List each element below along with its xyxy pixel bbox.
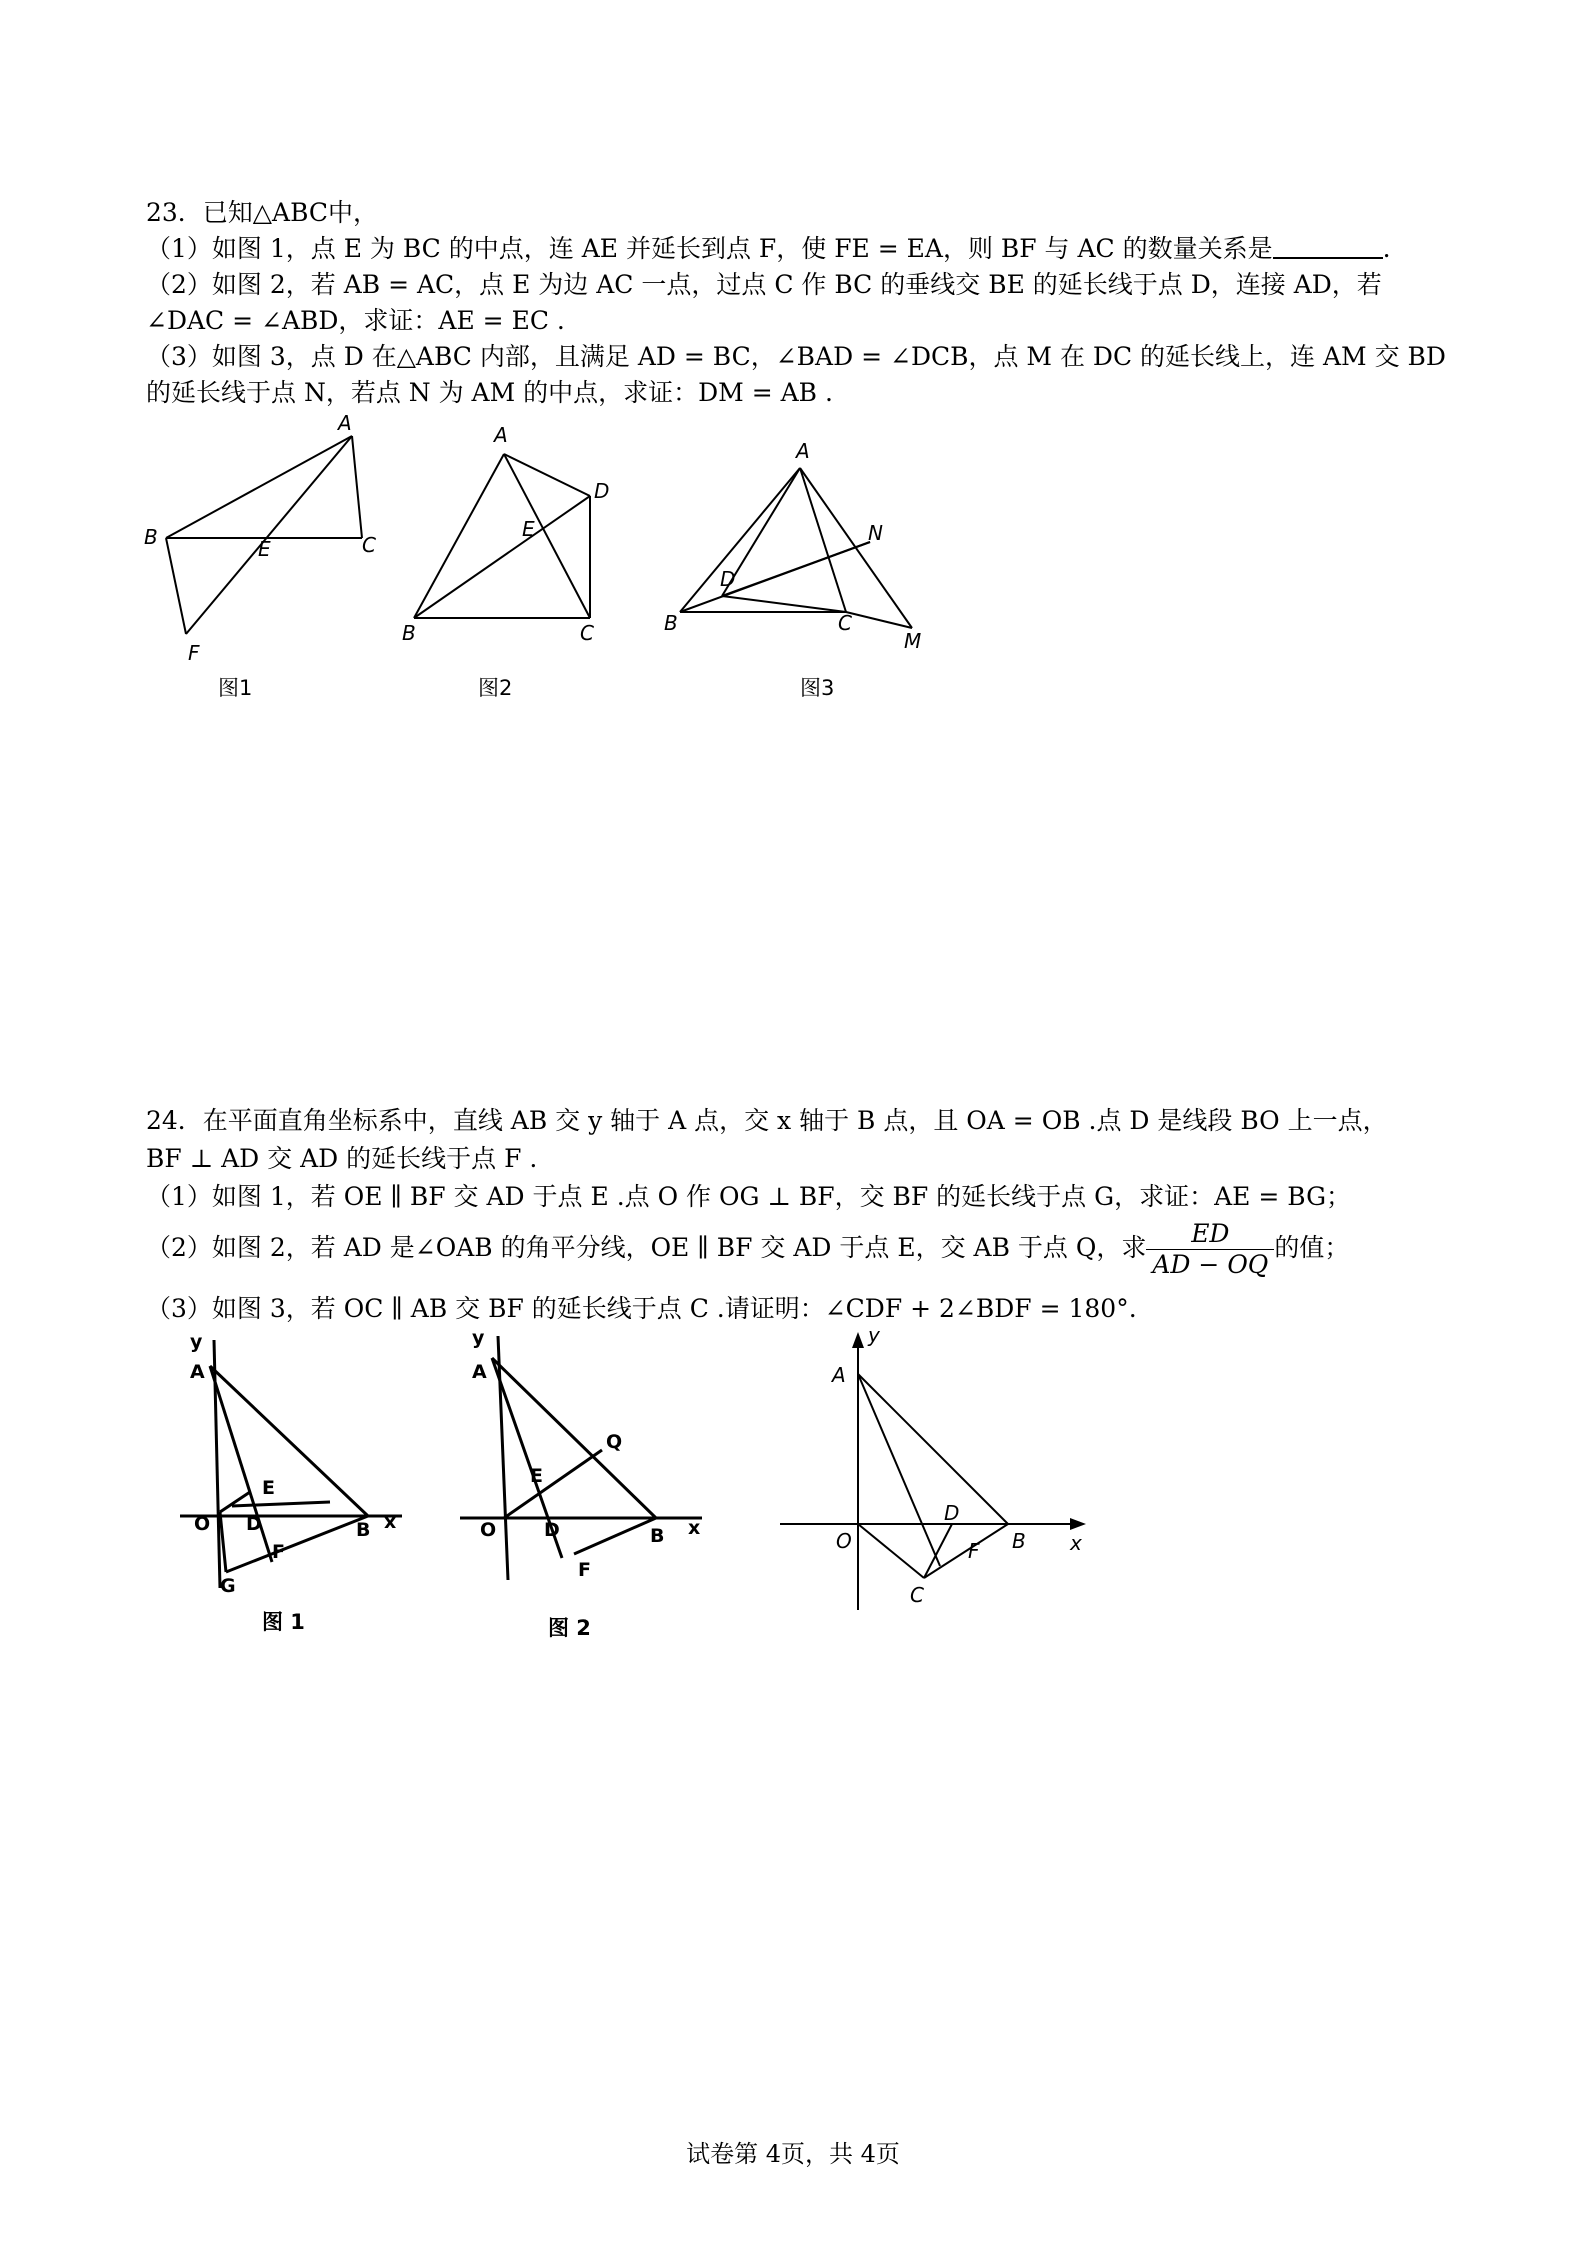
label-M: M [904,629,922,653]
q24-part1: （1）如图 1，若 OE ∥ BF 交 AD 于点 E .点 O 作 OG ⊥ BF，交 BF 的延长线于点 G，求证：AE = BG； [146,1182,1352,1211]
q23-fig3-caption: 图3 [800,676,835,700]
q23-part1 [146,232,1391,266]
label-D: D [944,1501,960,1525]
q23-figure-3 [650,430,940,660]
label-B: B [1012,1529,1026,1553]
q24-intro-line1: 24．在平面直角坐标系中，直线 AB 交 y 轴于 A 点，交 x 轴于 B 点，且 OA = OB .点 D 是线段 BO 上一点， [146,1106,1388,1135]
label-A: A [190,1361,205,1383]
label-y: y [190,1336,203,1353]
q24-intro-line2: BF ⊥ AD 交 AD 的延长线于点 F . [146,1144,538,1173]
q23-part1-end: . [1382,234,1391,263]
q24-part2-text: （2）如图 2，若 AD 是∠OAB 的角平分线，OE ∥ BF 交 AD 于点 E，交 AB 于点 Q，求 [146,1233,1147,1262]
label-O: O [836,1529,852,1553]
q24-figure-1 [170,1336,420,1606]
label-O: O [480,1519,497,1541]
q23-part3-line2: 的延长线于点 N，若点 N 为 AM 的中点，求证：DM = AB . [146,378,833,407]
label-F: F [578,1559,591,1581]
q23-part2-line2: ∠DAC = ∠ABD，求证：AE = EC . [146,306,565,335]
label-A: A [832,1363,846,1387]
label-C: C [362,533,376,557]
label-A: A [338,411,352,435]
fraction-denominator: AD − OQ [1152,1250,1269,1279]
label-B: B [650,1525,665,1547]
label-C: C [580,621,594,645]
label-A: A [796,439,810,463]
label-x: x [384,1511,397,1533]
label-y: y [868,1326,880,1347]
label-D: D [594,479,610,503]
q24-fig2-caption: 图 2 [548,1616,591,1640]
q24-figure-2 [452,1330,722,1590]
q24-figure-3 [776,1326,1096,1616]
label-A: A [494,423,508,447]
label-C: C [838,611,852,635]
q23-intro: 23．已知△ABC中， [146,198,379,227]
q24-part2-end: 的值； [1274,1233,1350,1262]
label-D: D [246,1513,262,1535]
label-C: C [910,1583,924,1607]
label-B: B [356,1519,371,1541]
label-A: A [472,1361,487,1383]
fraction-ed-over-ad-minus-oq [1146,1219,1274,1280]
label-x: x [688,1517,701,1539]
label-O: O [194,1513,211,1535]
label-F: F [968,1539,980,1563]
label-E: E [530,1465,543,1487]
label-E: E [258,537,271,561]
label-N: N [868,521,883,545]
q23-fig2-caption: 图2 [478,676,513,700]
label-E: E [522,517,535,541]
label-D: D [720,567,736,591]
label-Q: Q [606,1431,623,1453]
q23-part3-line1: （3）如图 3，点 D 在△ABC 内部，且满足 AD = BC，∠BAD = ∠DCB，点 M 在 DC 的延长线上，连 AM 交 BD [146,342,1446,371]
fraction-numerator: ED [1146,1219,1274,1250]
label-y: y [472,1330,485,1349]
q23-fig1-caption: 图1 [218,676,253,700]
label-D: D [544,1519,560,1541]
page-footer: 试卷第 4页，共 4页 [686,2140,900,2168]
label-B: B [144,525,158,549]
q23-part2-line1: （2）如图 2，若 AB = AC，点 E 为边 AC 一点，过点 C 作 BC 的垂线交 BE 的延长线于点 D，连接 AD，若 [146,270,1382,299]
q24-part3: （3）如图 3，若 OC ∥ AB 交 BF 的延长线于点 C .请证明：∠CDF + 2∠BDF = 180°. [146,1294,1137,1323]
label-B: B [664,611,678,635]
q24-part2 [146,1216,1349,1280]
q23-part1-text: （1）如图 1，点 E 为 BC 的中点，连 AE 并延长到点 F，使 FE = EA，则 BF 与 AC 的数量关系是 [146,234,1273,263]
answer-blank[interactable] [1273,233,1383,259]
q23-figure-2 [400,420,630,650]
label-x: x [1070,1531,1082,1555]
label-B: B [402,621,416,645]
q23-figure-1 [140,410,400,670]
label-G: G [220,1575,236,1597]
label-F: F [272,1541,285,1563]
label-E: E [262,1477,275,1499]
q24-fig1-caption: 图 1 [262,1610,305,1634]
label-F: F [188,641,200,665]
